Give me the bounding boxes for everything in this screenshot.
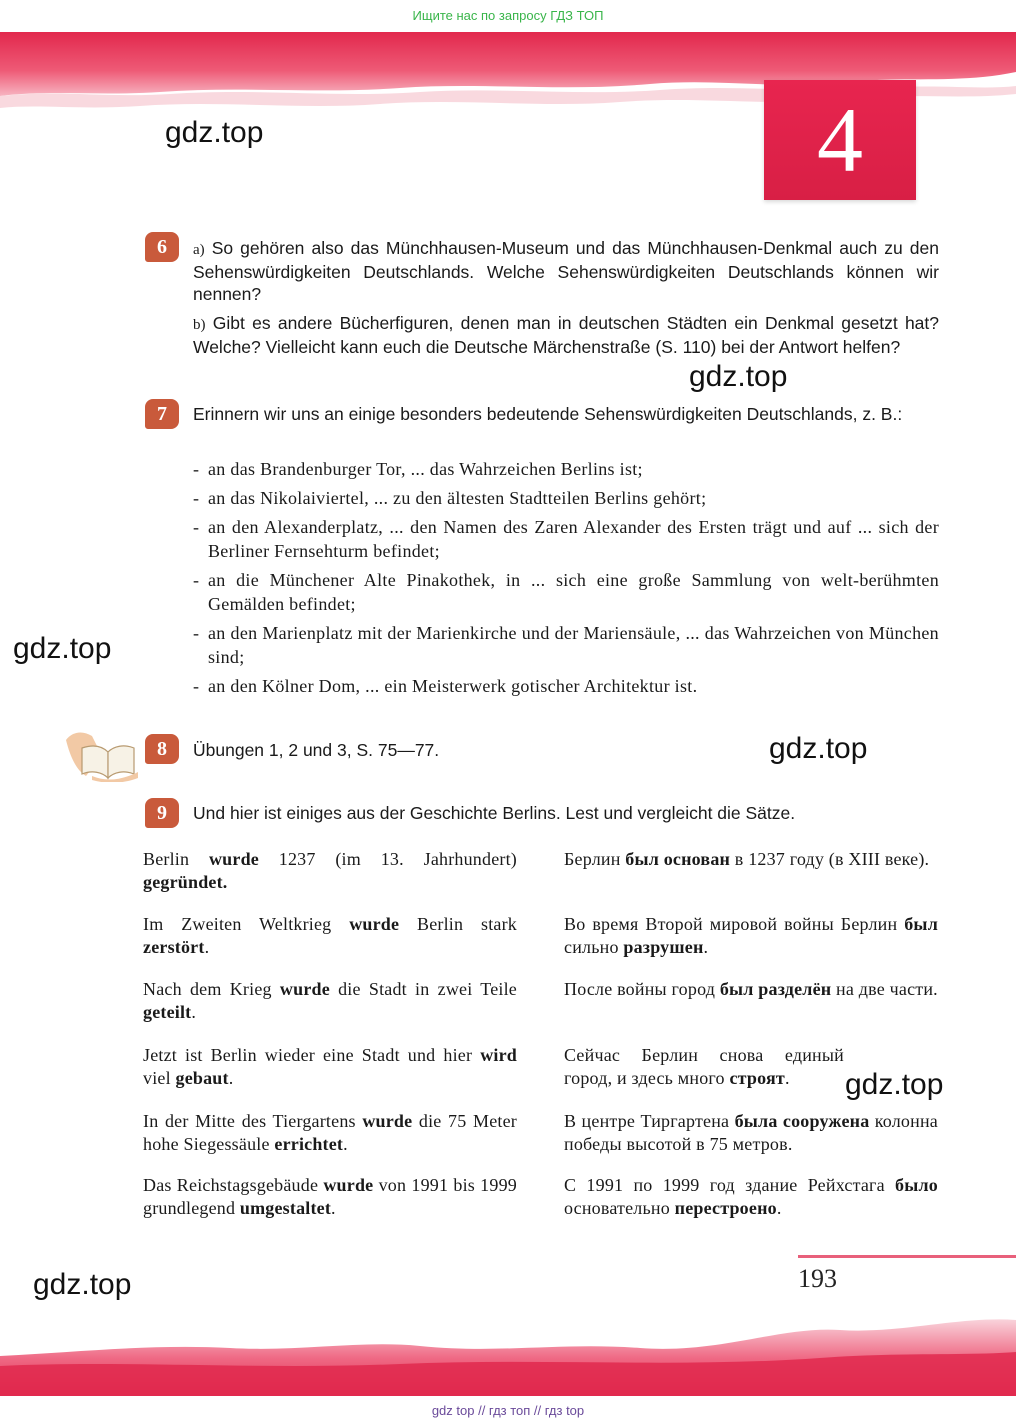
text-segment: Сейчас Берлин снова единый город, и здесь много [564, 1045, 844, 1088]
open-book-icon [62, 726, 138, 782]
text-segment: Das Reichstagsgebäude [143, 1175, 324, 1195]
text-segment: . [331, 1198, 336, 1218]
german-sentence [143, 913, 517, 959]
text-segment: . [776, 1198, 782, 1218]
russian-sentence [564, 848, 929, 871]
text-segment: Во время Второй мировой войны Берлин [564, 914, 905, 934]
text-segment: . [784, 1068, 790, 1088]
bold-segment: errichtet [274, 1134, 344, 1154]
list-item: - an das Nikolaiviertel, ... zu den ältesten Stadtteilen Berlins gehört; [193, 486, 939, 510]
bold-segment: разрушен [623, 937, 704, 957]
exercise-6a-letter: a) [193, 242, 205, 258]
bottom-banner-decoration [0, 1296, 1016, 1396]
russian-sentence [564, 913, 938, 959]
exercise-number-badge: 7 [145, 399, 179, 429]
watermark: gdz.top [13, 632, 112, 665]
exercise-6a-body: So gehören also das Münchhausen-Museum und das Münchhausen-Denkmal auch zu den Sehenswürdigkeiten Deutschlands. Welche Sehenswürdigkeiten Deutschlands können wir nennen? [193, 238, 939, 304]
exercise-7-list [193, 457, 939, 703]
text-segment: в 1237 году (в XIII веке). [730, 849, 930, 869]
bold-segment: был основан [625, 849, 731, 869]
german-sentence [143, 848, 517, 894]
watermark: gdz.top [845, 1068, 944, 1101]
bold-segment: wird [480, 1045, 517, 1065]
text-segment: In der Mitte des Tiergartens [143, 1111, 363, 1131]
text-segment: . [343, 1134, 348, 1154]
exercise-9-text: Und hier ist einiges aus der Geschichte Berlins. Lest und vergleicht die Sätze. [193, 803, 796, 823]
bold-segment: gegründet. [143, 872, 228, 892]
text-segment: von 1991 bis 1999 grundlegend [143, 1175, 517, 1218]
watermark: gdz.top [165, 116, 264, 149]
bold-segment: был разделён [719, 979, 832, 999]
text-segment: Berlin stark [399, 914, 517, 934]
text-segment: на две части. [831, 979, 938, 999]
exercise-6a-text [193, 237, 939, 305]
text-segment: Berlin [143, 849, 209, 869]
bold-segment: gebaut [175, 1068, 229, 1088]
bold-segment: перестроено [674, 1198, 777, 1218]
russian-sentence [564, 978, 938, 1001]
footer-links[interactable]: gdz top // гдз топ // гдз top [431, 1403, 585, 1418]
exercise-number-badge: 8 [145, 734, 179, 764]
text-segment: 1237 (im 13. Jahrhundert) [258, 849, 517, 869]
page-number-rule [798, 1255, 1016, 1258]
exercise-6b-letter: b) [193, 317, 206, 333]
bold-segment: zerstört [143, 937, 205, 957]
german-sentence [143, 1174, 517, 1220]
exercise-7-intro: Erinnern wir uns an einige besonders bedeutende Sehenswürdigkeiten Deutschlands, z. B.: [193, 404, 903, 424]
page-number: 193 [798, 1264, 837, 1293]
text-segment: Jetzt ist Berlin wieder eine Stadt und hier [143, 1045, 481, 1065]
bold-segment: geteilt [143, 1002, 192, 1022]
list-item: - an die Münchener Alte Pinakothek, in ... sich eine große Sammlung von welt-berühmten Gemälden befindet; [193, 568, 939, 616]
text-segment: . [204, 937, 210, 957]
russian-sentence [564, 1044, 844, 1090]
text-segment: viel [143, 1068, 176, 1088]
watermark: gdz.top [33, 1268, 132, 1301]
text-segment: С 1991 по 1999 год здание Рейхстага [564, 1175, 896, 1195]
bold-segment: была сооружена [734, 1111, 870, 1131]
bold-segment: umgestaltet [239, 1198, 332, 1218]
bold-segment: строят [729, 1068, 785, 1088]
german-sentence [143, 1044, 517, 1090]
text-segment: die 75 Meter hohe Siegessäule [143, 1111, 517, 1154]
bold-segment: было [895, 1175, 938, 1195]
exercise-number-badge: 6 [145, 232, 179, 262]
exercise-8-text: Übungen 1, 2 und 3, S. 75—77. [193, 740, 440, 760]
bold-segment: wurde [323, 1175, 374, 1195]
text-segment: Im Zweiten Weltkrieg [143, 914, 350, 934]
text-segment: основательно [564, 1198, 675, 1218]
exercise-6b-text [193, 312, 939, 358]
bold-segment: был [904, 914, 938, 934]
text-segment: сильно [564, 937, 624, 957]
text-segment: die Stadt in zwei Teile [329, 979, 517, 999]
bold-segment: wurde [279, 979, 330, 999]
russian-sentence [564, 1110, 938, 1156]
text-segment: После войны город [564, 979, 720, 999]
text-segment: колонна победы высотой в 75 метров. [564, 1111, 938, 1154]
text-segment: В центре Тиргартена [564, 1111, 735, 1131]
list-item: - an das Brandenburger Tor, ... das Wahrzeichen Berlins ist; [193, 457, 939, 481]
list-item: - an den Alexanderplatz, ... den Namen des Zaren Alexander des Ersten trägt und auf ... sich der Berliner Fernsehturm befindet; [193, 515, 939, 563]
unit-number-box: 4 [764, 80, 916, 200]
bold-segment: wurde [208, 849, 259, 869]
search-hint-link[interactable]: Ищите нас по запросу ГДЗ ТОП [412, 8, 604, 23]
exercise-number-badge: 9 [145, 798, 179, 828]
list-item: - an den Kölner Dom, ... ein Meisterwerk gotischer Architektur ist. [193, 674, 939, 698]
text-segment: . [191, 1002, 197, 1022]
text-segment: Берлин [564, 849, 626, 869]
text-segment: Nach dem Krieg [143, 979, 280, 999]
exercise-6b-body: Gibt es andere Bücherfiguren, denen man in deutschen Städten ein Denkmal gesetzt hat? Welche? Vielleicht kann euch die Deutsche Märchenstraße (S. 110) bei der Antwort helfen? [193, 313, 939, 357]
bold-segment: wurde [362, 1111, 413, 1131]
bold-segment: wurde [349, 914, 400, 934]
list-item: - an den Marienplatz mit der Marienkirche und der Mariensäule, ... das Wahrzeichen von München sind; [193, 621, 939, 669]
german-sentence [143, 1110, 517, 1156]
text-segment: . [228, 1068, 234, 1088]
german-sentence [143, 978, 517, 1024]
text-segment: . [703, 937, 709, 957]
watermark: gdz.top [769, 732, 868, 765]
watermark: gdz.top [689, 360, 788, 393]
russian-sentence [564, 1174, 938, 1220]
